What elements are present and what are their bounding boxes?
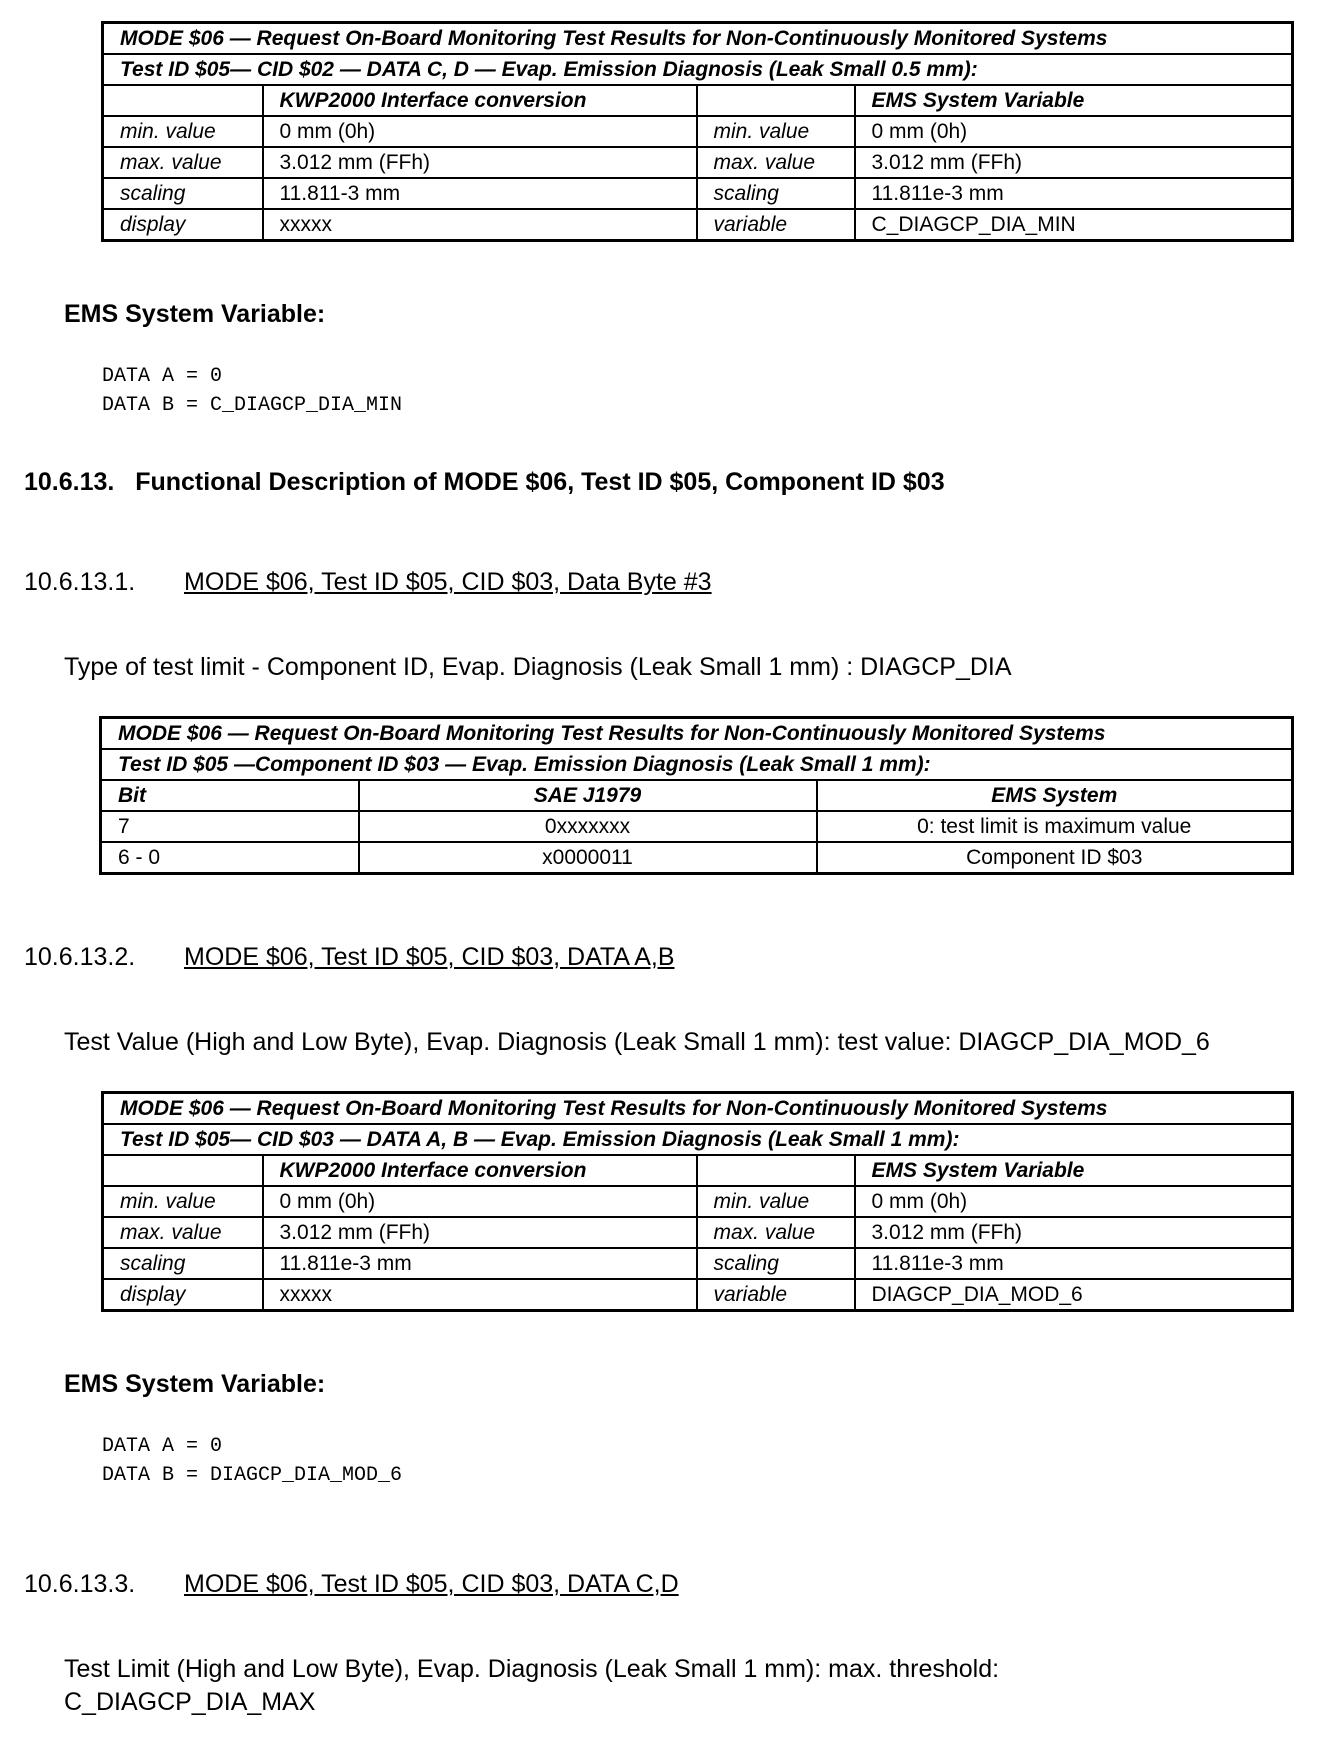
subsection-heading (24, 568, 712, 597)
table-cell: C_DIAGCP_DIA_MIN (855, 209, 1293, 241)
table-cell: 3.012 mm (FFh) (263, 1217, 697, 1248)
table-cell: 3.012 mm (FFh) (263, 147, 697, 178)
table-cell: min. value (103, 1186, 263, 1217)
table-cell: max. value (697, 1217, 855, 1248)
table-cell: DIAGCP_DIA_MOD_6 (855, 1279, 1293, 1311)
table-header-ems: EMS System Variable (855, 85, 1293, 116)
table-cell: scaling (103, 178, 263, 209)
code-line-data-b: DATA B = DIAGCP_DIA_MOD_6 (102, 1464, 403, 1487)
code-line-data-a: DATA A = 0 (102, 365, 223, 388)
table-cell: display (103, 209, 263, 241)
table-row (103, 1217, 1293, 1248)
table-cell: 11.811e-3 mm (263, 1248, 697, 1279)
table-header-sae: SAE J1979 (359, 780, 817, 811)
table-header-ems: EMS System Variable (855, 1155, 1293, 1186)
table-cell: variable (697, 209, 855, 241)
table-row (101, 842, 1293, 874)
table-row (101, 811, 1293, 842)
table-cell: 3.012 mm (FFh) (855, 147, 1293, 178)
table-cell: max. value (697, 147, 855, 178)
paragraph: Type of test limit - Component ID, Evap. Diagnosis (Leak Small 1 mm) : DIAGCP_DIA (64, 653, 1012, 681)
table-row (103, 209, 1293, 241)
table-cell: variable (697, 1279, 855, 1311)
table-subtitle: Test ID $05 —Component ID $03 — Evap. Emission Diagnosis (Leak Small 1 mm): (101, 749, 1293, 780)
table-cell: xxxxx (263, 1279, 697, 1311)
subsection-number: 10.6.13.3. (24, 1570, 136, 1598)
table-title: MODE $06 — Request On-Board Monitoring Test Results for Non-Continuously Monitored Systems (101, 718, 1293, 750)
table-subtitle: Test ID $05— CID $02 — DATA C, D — Evap. Emission Diagnosis (Leak Small 0.5 mm): (103, 54, 1293, 85)
table-cell: 7 (101, 811, 359, 842)
table-cell: 11.811-3 mm (263, 178, 697, 209)
table-cell: Component ID $03 (817, 842, 1293, 874)
table-cell: max. value (103, 1217, 263, 1248)
table-cell: scaling (103, 1248, 263, 1279)
table-cell: 6 - 0 (101, 842, 359, 874)
table-cell: scaling (697, 1248, 855, 1279)
table-cell: min. value (697, 116, 855, 147)
subsection-title: MODE $06, Test ID $05, CID $03, DATA A,B (184, 943, 675, 971)
table-row (103, 116, 1293, 147)
subsection-number: 10.6.13.2. (24, 943, 136, 971)
table-header-ems: EMS System (817, 780, 1293, 811)
subsection-heading (24, 1570, 679, 1599)
table-row (103, 178, 1293, 209)
paragraph-line-2: C_DIAGCP_DIA_MAX (64, 1688, 316, 1716)
table-cell: min. value (697, 1186, 855, 1217)
table-header-empty (103, 85, 263, 116)
table-header-empty (697, 85, 855, 116)
table-cell: x0000011 (359, 842, 817, 874)
subsection-title: MODE $06, Test ID $05, CID $03, Data Byte #3 (184, 568, 712, 596)
ems-variable-heading: EMS System Variable: (64, 300, 326, 328)
table-header-bit: Bit (101, 780, 359, 811)
subsection-number: 10.6.13.1. (24, 568, 136, 596)
table-row (103, 1279, 1293, 1311)
table-row (103, 1186, 1293, 1217)
section-number: 10.6.13. (24, 468, 115, 496)
table-header-kwp: KWP2000 Interface conversion (263, 85, 697, 116)
table-cell: display (103, 1279, 263, 1311)
code-line-data-a: DATA A = 0 (102, 1435, 223, 1458)
paragraph-line-1: Test Limit (High and Low Byte), Evap. Diagnosis (Leak Small 1 mm): max. threshold: (64, 1655, 1000, 1683)
table-cell: 0 mm (0h) (855, 1186, 1293, 1217)
table-header-empty (103, 1155, 263, 1186)
table-cell: 11.811e-3 mm (855, 178, 1293, 209)
table-cell: 3.012 mm (FFh) (855, 1217, 1293, 1248)
table-subtitle: Test ID $05— CID $03 — DATA A, B — Evap. Emission Diagnosis (Leak Small 1 mm): (103, 1124, 1293, 1155)
table-mode06-cid02-data-cd (101, 21, 1294, 242)
subsection-heading (24, 943, 675, 972)
table-cell: scaling (697, 178, 855, 209)
paragraph: Test Value (High and Low Byte), Evap. Diagnosis (Leak Small 1 mm): test value: DIAGCP_DIA_MOD_6 (64, 1028, 1210, 1056)
table-title: MODE $06 — Request On-Board Monitoring Test Results for Non-Continuously Monitored Systems (103, 1093, 1293, 1125)
table-row (103, 1248, 1293, 1279)
table-cell: min. value (103, 116, 263, 147)
table-header-kwp: KWP2000 Interface conversion (263, 1155, 697, 1186)
table-title: MODE $06 — Request On-Board Monitoring Test Results for Non-Continuously Monitored Systems (103, 23, 1293, 55)
table-cell: 0 mm (0h) (263, 1186, 697, 1217)
table-row (103, 147, 1293, 178)
table-cell: 0xxxxxxx (359, 811, 817, 842)
ems-variable-heading: EMS System Variable: (64, 1370, 326, 1398)
table-cell: 0 mm (0h) (855, 116, 1293, 147)
section-title: Functional Description of MODE $06, Test ID $05, Component ID $03 (135, 468, 945, 496)
section-heading (24, 468, 945, 497)
table-cell: xxxxx (263, 209, 697, 241)
table-cell: 0: test limit is maximum value (817, 811, 1293, 842)
table-cell: 11.811e-3 mm (855, 1248, 1293, 1279)
table-cell: 0 mm (0h) (263, 116, 697, 147)
table-component-id-bits (99, 716, 1294, 875)
table-cell: max. value (103, 147, 263, 178)
code-line-data-b: DATA B = C_DIAGCP_DIA_MIN (102, 394, 403, 417)
table-header-empty (697, 1155, 855, 1186)
table-mode06-cid03-data-ab (101, 1091, 1294, 1312)
subsection-title: MODE $06, Test ID $05, CID $03, DATA C,D (184, 1570, 679, 1598)
